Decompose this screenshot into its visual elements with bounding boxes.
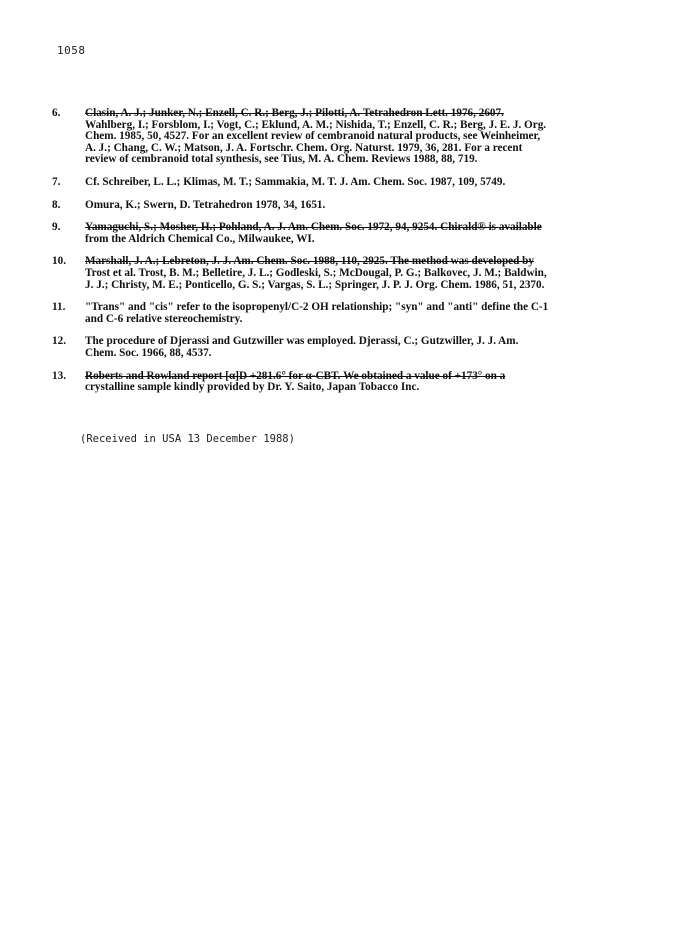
- reference-item: [52, 177, 632, 189]
- reference-text: [85, 177, 632, 189]
- reference-text: [85, 336, 632, 359]
- reference-number: 13.: [52, 369, 66, 382]
- reference-list: [52, 108, 632, 405]
- reference-line: review of cembranoid total synthesis, see Tius, M. A. Chem. Reviews 1988, 88, 719.: [85, 153, 478, 166]
- reference-number: 6.: [52, 107, 61, 119]
- reference-number: 11.: [52, 301, 66, 314]
- reference-line: Wahlberg, I.; Forsblom, I.; Vogt, C.; Eklund, A. M.; Nishida, T.; Enzell, C. R.; Berg, J. E. J. Org.: [85, 118, 547, 131]
- reference-text: [85, 222, 632, 245]
- reference-line: "Trans" and "cis" refer to the isopropenyl/C-2 OH relationship; "syn" and "anti" define the C-1: [85, 301, 549, 314]
- reference-text: [85, 371, 632, 394]
- reference-line: Chem. Soc. 1966, 88, 4537.: [85, 346, 212, 359]
- reference-line: and C-6 relative stereochemistry.: [85, 312, 243, 325]
- reference-line: crystalline sample kindly provided by Dr. Y. Saito, Japan Tobacco Inc.: [85, 381, 420, 394]
- reference-item: [52, 222, 632, 245]
- reference-line: Clasin, A. J.; Junker, N.; Enzell, C. R.; Berg, J.; Pilotti, A. Tetrahedron Lett. 1976, 2607.: [85, 107, 504, 119]
- reference-item: [52, 256, 632, 291]
- reference-item: [52, 336, 632, 359]
- reference-line: Yamaguchi, S.; Mosher, H.; Pohland, A. J. Am. Chem. Soc. 1972, 94, 9254. Chirald® is available: [85, 221, 542, 234]
- reference-line: Trost et al. Trost, B. M.; Belletire, J. L.; Godleski, S.; McDougal, P. G.; Balkovec, J. M.; Baldwin,: [85, 266, 547, 279]
- reference-item: [52, 371, 632, 394]
- reference-line: The procedure of Djerassi and Gutzwiller was employed. Djerassi, C.; Gutzwiller, J. J. Am.: [85, 335, 519, 348]
- reference-number: 9.: [52, 221, 61, 234]
- reference-line: from the Aldrich Chemical Co., Milwaukee, WI.: [85, 232, 315, 245]
- reference-text: [85, 108, 632, 166]
- page-number: 1058: [57, 44, 86, 57]
- reference-item: [52, 108, 632, 166]
- reference-item: [52, 200, 632, 212]
- reference-number: 8.: [52, 198, 61, 211]
- reference-text: [85, 302, 632, 325]
- reference-line: Chem. 1985, 50, 4527. For an excellent review of cembranoid natural products, see Weinheimer,: [85, 130, 541, 143]
- reference-item: [52, 302, 632, 325]
- reference-line: A. J.; Chang, C. W.; Matson, J. A. Fortschr. Chem. Org. Naturst. 1979, 36, 281. For a recent: [85, 141, 523, 154]
- reference-line: Roberts and Rowland report [α]D +281.6° for α-CBT. We obtained a value of +173° on a: [85, 369, 506, 382]
- reference-number: 10.: [52, 255, 66, 268]
- reference-number: 7.: [52, 175, 61, 188]
- reference-line: Omura, K.; Swern, D. Tetrahedron 1978, 34, 1651.: [85, 198, 326, 211]
- received-date: (Received in USA 13 December 1988): [80, 433, 295, 445]
- reference-number: 12.: [52, 335, 66, 348]
- reference-line: J. J.; Christy, M. E.; Ponticello, G. S.; Vargas, S. L.; Springer, J. P. J. Org. Chem. 1986, 51, 2370.: [85, 278, 545, 291]
- reference-text: [85, 256, 632, 291]
- reference-text: [85, 200, 632, 212]
- reference-line: Cf. Schreiber, L. L.; Klimas, M. T.; Sammakia, M. T. J. Am. Chem. Soc. 1987, 109, 5749.: [85, 175, 506, 188]
- reference-line: Marshall, J. A.; Lebreton, J. J. Am. Chem. Soc. 1988, 110, 2925. The method was developed by: [85, 255, 534, 268]
